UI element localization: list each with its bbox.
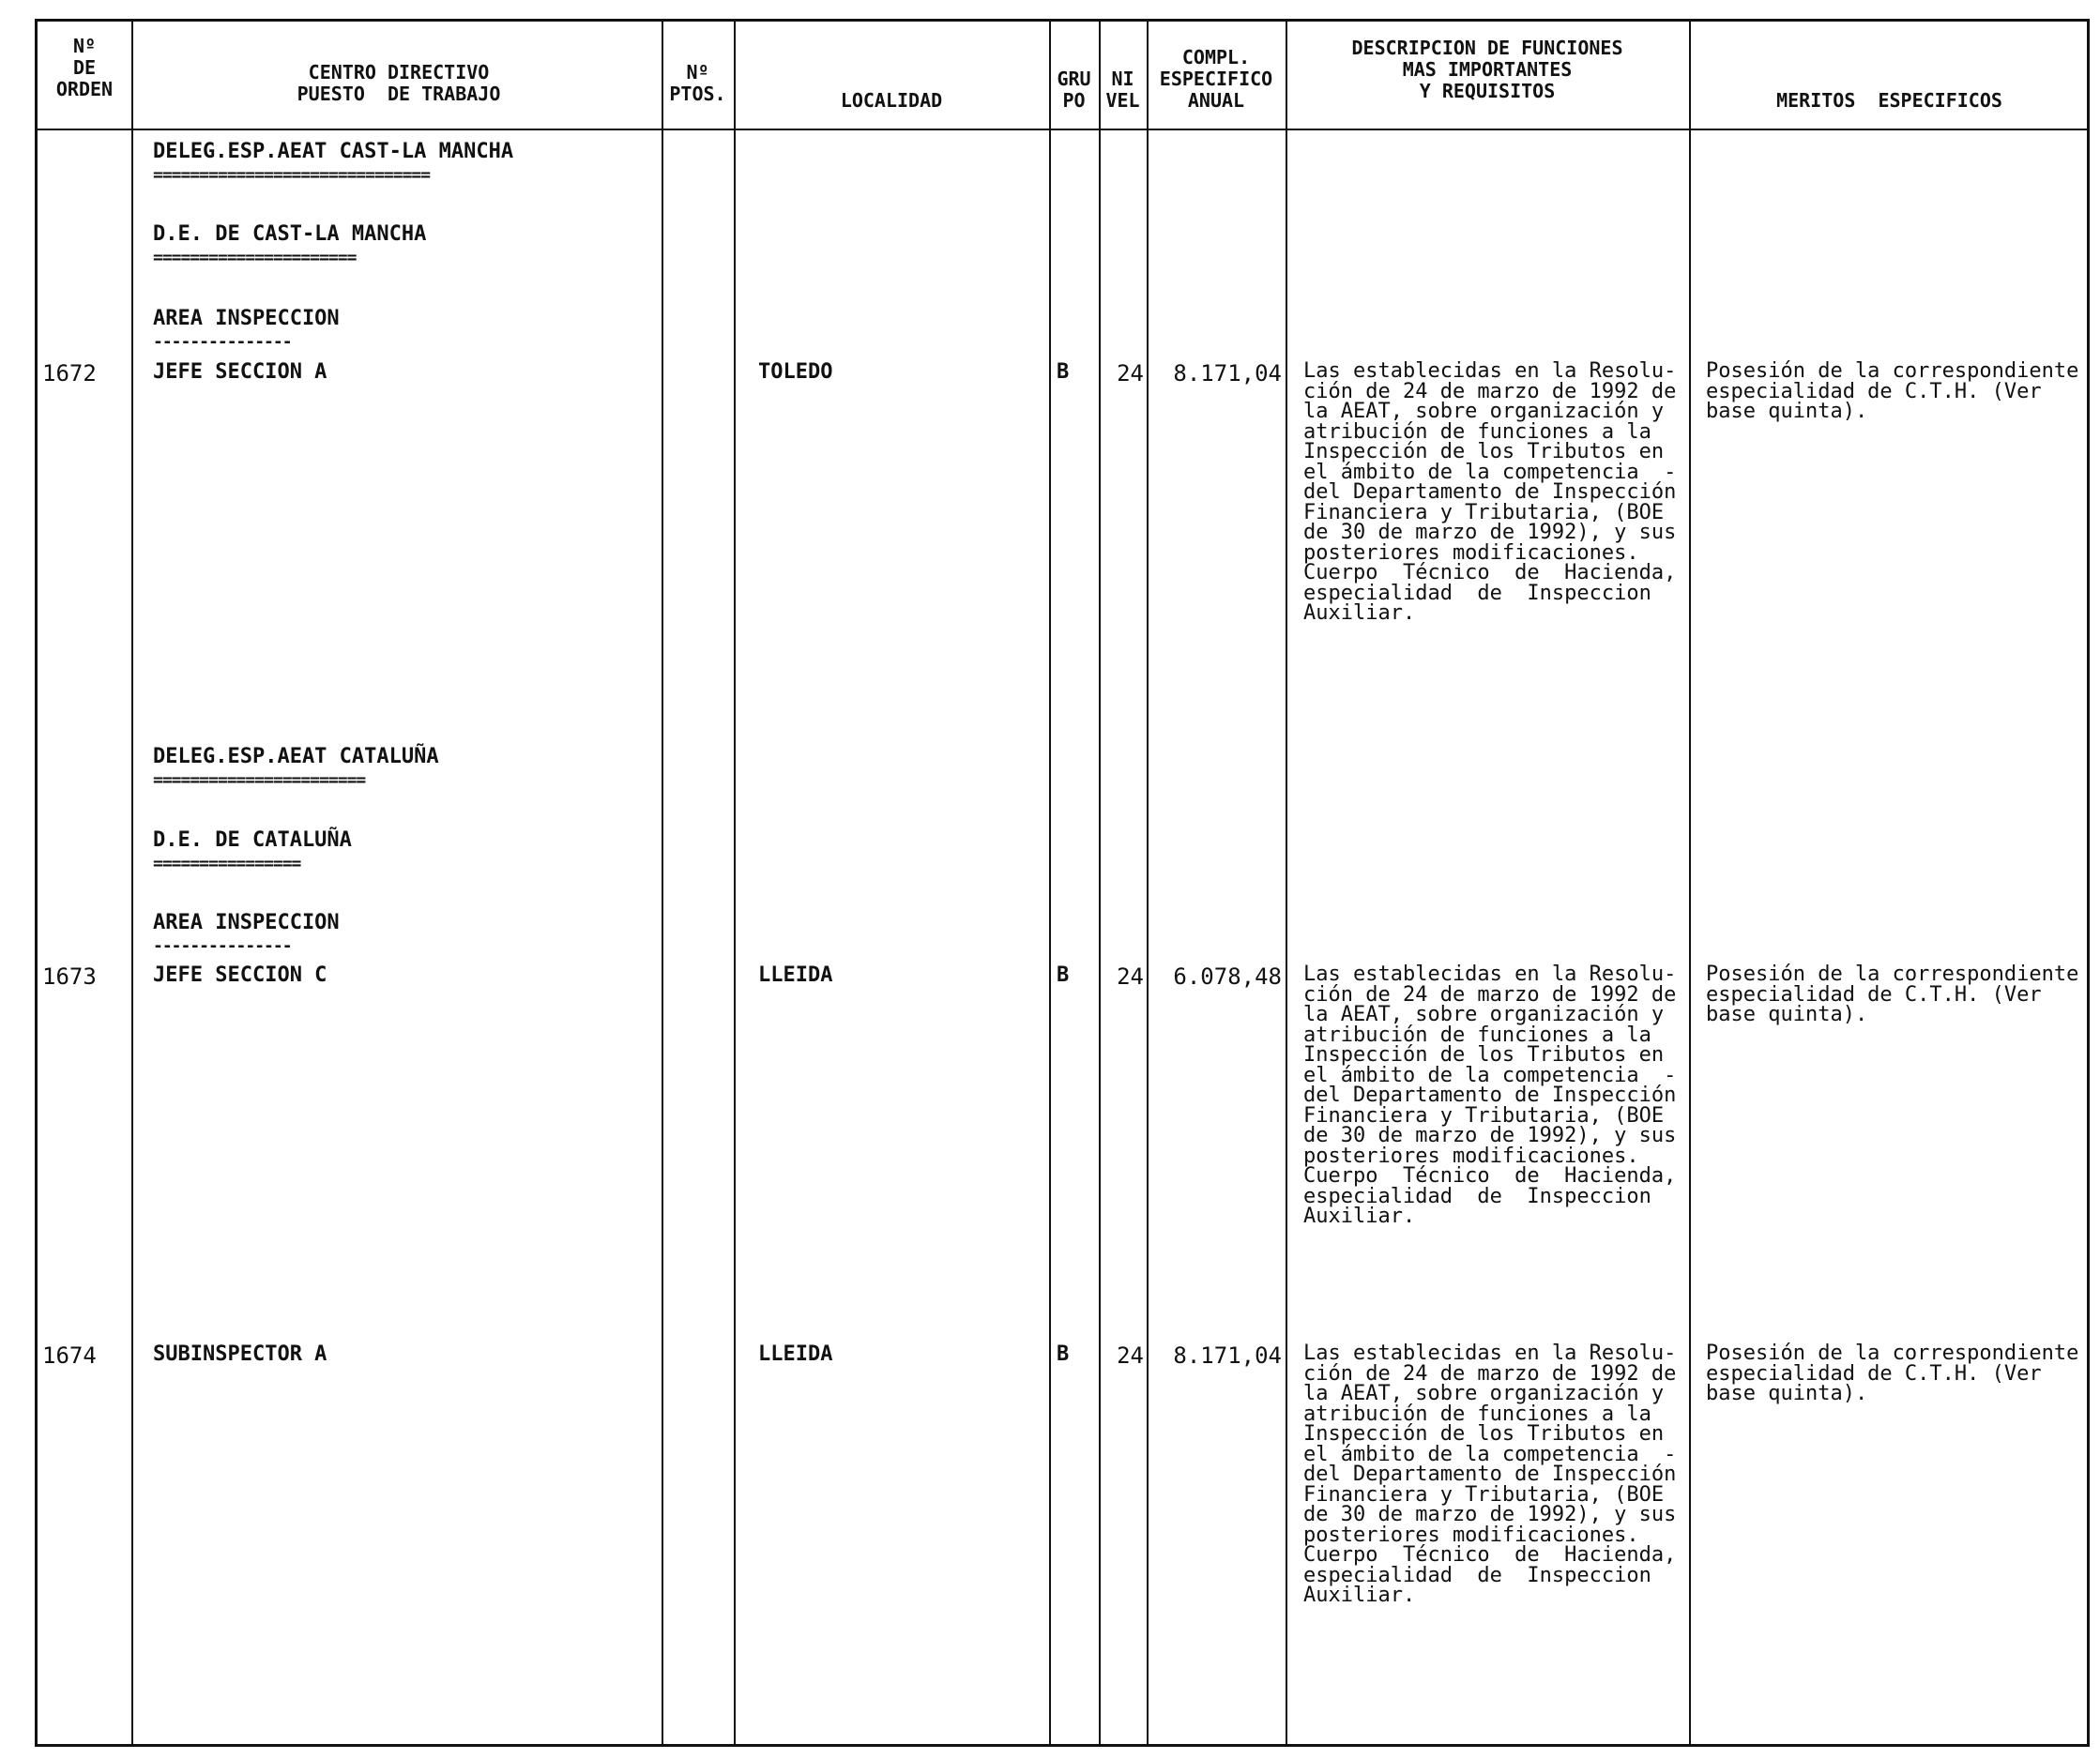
row-nivel: 24 <box>1117 1342 1144 1369</box>
header-complemento: COMPL. ESPECIFICO ANUAL <box>1159 46 1273 112</box>
header-rule <box>35 129 2090 130</box>
row-localidad: LLEIDA <box>758 963 833 987</box>
column-divider <box>1689 19 1691 1747</box>
row-meritos: Posesión de la correspondiente especialidad de C.T.H. (Ver base quinta). <box>1706 359 2079 423</box>
row-grupo: B <box>1057 360 1070 384</box>
section-dependencia: D.E. DE CATALUÑA <box>153 828 352 852</box>
row-nivel: 24 <box>1117 963 1144 990</box>
section-rule: ============================== <box>153 165 431 185</box>
section-rule: ====================== <box>153 248 357 267</box>
header-meritos: MERITOS ESPECIFICOS <box>1776 89 2002 112</box>
section-dependencia: D.E. DE CAST-LA MANCHA <box>153 222 427 246</box>
row-meritos: Posesión de la correspondiente especialidad de C.T.H. (Ver base quinta). <box>1706 963 2079 1026</box>
section-area: AREA INSPECCION <box>153 307 340 330</box>
row-puesto: SUBINSPECTOR A <box>153 1342 327 1366</box>
column-divider <box>131 19 133 1747</box>
row-complemento: 8.171,04 <box>1173 360 1282 387</box>
header-descripcion: DESCRIPCION DE FUNCIONES MAS IMPORTANTES Y REQUISITOS <box>1351 37 1623 102</box>
row-puesto: JEFE SECCION A <box>153 360 327 384</box>
row-descripcion: Las establecidas en la Resolu- ción de 24 de marzo de 1992 de la AEAT, sobre organización y atribución de funciones a la Inspección de los Tributos en el ámbito de la competencia - del Departamento de Inspección Financiera y Tributaria, (BOE de 30 de marzo de 1992), y sus posteriores modificaciones. Cuerpo Técnico de Hacienda, especialidad de Inspeccion Auxiliar. <box>1303 1342 1677 1607</box>
row-complemento: 6.078,48 <box>1173 963 1282 990</box>
section-delegacion: DELEG.ESP.AEAT CAST-LA MANCHA <box>153 140 514 163</box>
row-localidad: TOLEDO <box>758 360 833 384</box>
section-area: AREA INSPECCION <box>153 911 340 934</box>
header-orden: Nº DE ORDEN <box>55 35 114 100</box>
header-localidad: LOCALIDAD <box>840 89 943 112</box>
row-orden: 1672 <box>42 360 97 387</box>
header-grupo: GRU PO <box>1057 68 1091 112</box>
column-divider <box>1099 19 1101 1747</box>
section-rule: --------------- <box>153 936 292 956</box>
section-delegacion: DELEG.ESP.AEAT CATALUÑA <box>153 745 439 768</box>
row-grupo: B <box>1057 963 1070 987</box>
column-divider <box>1147 19 1149 1747</box>
row-orden: 1673 <box>42 963 97 990</box>
row-nivel: 24 <box>1117 360 1144 387</box>
section-rule: ================ <box>153 854 301 873</box>
column-divider <box>662 19 663 1747</box>
section-rule: ======================= <box>153 770 366 790</box>
section-rule: --------------- <box>153 332 292 352</box>
row-localidad: LLEIDA <box>758 1342 833 1366</box>
row-puesto: JEFE SECCION C <box>153 963 327 987</box>
row-descripcion: Las establecidas en la Resolu- ción de 24 de marzo de 1992 de la AEAT, sobre organización y atribución de funciones a la Inspección de los Tributos en el ámbito de la competencia - del Departamento de Inspección Financiera y Tributaria, (BOE de 30 de marzo de 1992), y sus posteriores modificaciones. Cuerpo Técnico de Hacienda, especialidad de Inspeccion Auxiliar. <box>1303 963 1677 1228</box>
header-nivel: NI VEL <box>1105 68 1140 112</box>
row-meritos: Posesión de la correspondiente especialidad de C.T.H. (Ver base quinta). <box>1706 1342 2079 1405</box>
table-frame <box>35 19 2090 1747</box>
header-num-puestos: Nº PTOS. <box>669 61 726 105</box>
row-orden: 1674 <box>42 1342 97 1369</box>
column-divider <box>734 19 736 1747</box>
row-complemento: 8.171,04 <box>1173 1342 1282 1369</box>
row-descripcion: Las establecidas en la Resolu- ción de 24 de marzo de 1992 de la AEAT, sobre organización y atribución de funciones a la Inspección de los Tributos en el ámbito de la competencia - del Departamento de Inspección Financiera y Tributaria, (BOE de 30 de marzo de 1992), y sus posteriores modificaciones. Cuerpo Técnico de Hacienda, especialidad de Inspeccion Auxiliar. <box>1303 359 1677 625</box>
column-divider <box>1286 19 1287 1747</box>
row-grupo: B <box>1057 1342 1070 1366</box>
header-centro-directivo: CENTRO DIRECTIVO PUESTO DE TRABAJO <box>297 61 501 105</box>
column-divider <box>1049 19 1051 1747</box>
